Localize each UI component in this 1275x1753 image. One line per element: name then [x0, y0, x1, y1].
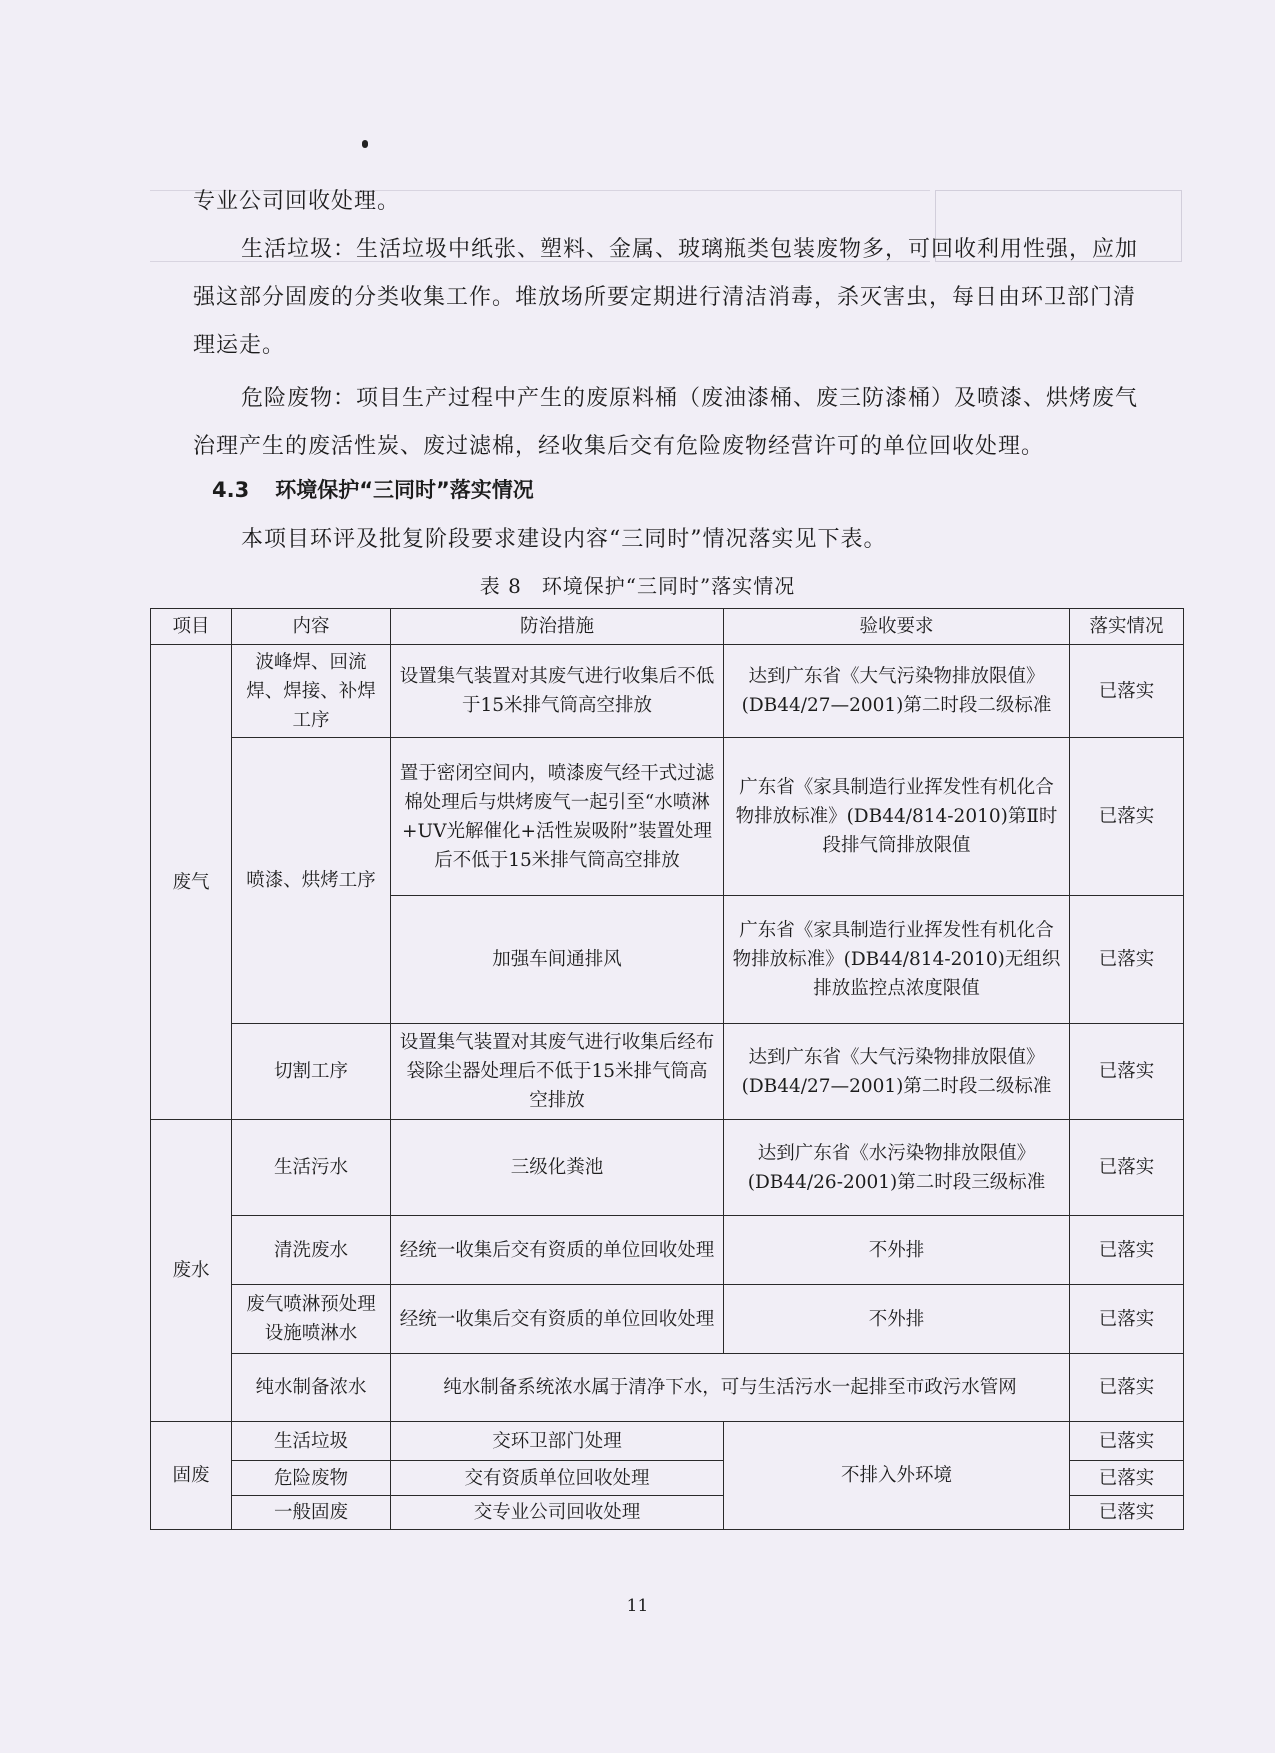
intro-line: 专业公司回收处理。 [193, 189, 401, 214]
table-row [151, 1216, 1184, 1285]
measure-cell: 经统一收集后交有资质的单位回收处理 [391, 1216, 724, 1285]
header-cell: 落实情况 [1070, 609, 1184, 645]
table-row [151, 1354, 1184, 1422]
measure-cell: 设置集气装置对其废气进行收集后经布袋除尘器处理后不低于15米排气筒高空排放 [391, 1024, 724, 1120]
status-cell: 已落实 [1070, 1354, 1184, 1422]
measure-cell: 置于密闭空间内，喷漆废气经干式过滤棉处理后与烘烤废气一起引至“水喷淋+UV光解催化+活性炭吸附”装置处理后不低于15米排气筒高空排放 [391, 738, 724, 896]
scan-speck [362, 140, 368, 148]
measure-cell: 设置集气装置对其废气进行收集后不低于15米排气筒高空排放 [391, 645, 724, 738]
status-cell: 已落实 [1070, 1024, 1184, 1120]
status-cell: 已落实 [1070, 1216, 1184, 1285]
header-cell: 验收要求 [724, 609, 1070, 645]
measure-cell: 交环卫部门处理 [391, 1422, 724, 1461]
status-cell: 已落实 [1070, 738, 1184, 896]
table-caption-title: 环境保护“三同时”落实情况 [541, 574, 796, 598]
paragraph-hazardous-waste: 危险废物：项目生产过程中产生的废原料桶（废油漆桶、废三防漆桶）及喷漆、烘烤废气治理产生的废活性炭、废过滤棉，经收集后交有危险废物经营许可的单位回收处理。 [193, 386, 1139, 459]
status-cell: 已落实 [1070, 645, 1184, 738]
content-cell: 生活垃圾 [232, 1422, 391, 1461]
table-caption [0, 570, 1275, 599]
measure-cell: 加强车间通排风 [391, 896, 724, 1024]
status-cell: 已落实 [1070, 1496, 1184, 1530]
table-row [151, 645, 1184, 738]
measure-cell: 纯水制备系统浓水属于清净下水，可与生活污水一起排至市政污水管网 [391, 1354, 1070, 1422]
content-cell: 清洗废水 [232, 1216, 391, 1285]
measure-cell: 三级化粪池 [391, 1120, 724, 1216]
measure-cell: 经统一收集后交有资质的单位回收处理 [391, 1285, 724, 1354]
section-number: 4.3 [212, 478, 250, 502]
requirement-cell: 广东省《家具制造行业挥发性有机化合物排放标准》(DB44/814-2010)第Ⅱ时段排气筒排放限值 [724, 738, 1070, 896]
section-intro: 本项目环评及批复阶段要求建设内容“三同时”情况落实见下表。 [241, 527, 887, 552]
header-cell: 防治措施 [391, 609, 724, 645]
table-row [151, 738, 1184, 896]
requirement-cell: 不外排 [724, 1285, 1070, 1354]
header-cell: 项目 [151, 609, 232, 645]
requirement-cell: 不排入外环境 [724, 1422, 1070, 1530]
measure-cell: 交专业公司回收处理 [391, 1496, 724, 1530]
requirement-cell: 达到广东省《大气污染物排放限值》(DB44/27—2001)第二时段二级标准 [724, 645, 1070, 738]
table-row [151, 1285, 1184, 1354]
table-header-row [151, 609, 1184, 645]
content-cell: 危险废物 [232, 1461, 391, 1496]
table-row [151, 1422, 1184, 1461]
page-number: 11 [626, 1596, 649, 1616]
status-cell: 已落实 [1070, 1461, 1184, 1496]
section-heading [212, 474, 534, 504]
paragraph-domestic-waste: 生活垃圾：生活垃圾中纸张、塑料、金属、玻璃瓶类包装废物多，可回收利用性强，应加强这部分固废的分类收集工作。堆放场所要定期进行清洁消毒，杀灭害虫，每日由环卫部门清理运走。 [193, 237, 1139, 358]
content-cell: 喷漆、烘烤工序 [232, 738, 391, 1024]
content-cell: 切割工序 [232, 1024, 391, 1120]
status-cell: 已落实 [1070, 896, 1184, 1024]
status-cell: 已落实 [1070, 1422, 1184, 1461]
section-title: 环境保护“三同时”落实情况 [275, 478, 534, 502]
requirement-cell: 达到广东省《大气污染物排放限值》(DB44/27—2001)第二时段二级标准 [724, 1024, 1070, 1120]
status-cell: 已落实 [1070, 1120, 1184, 1216]
measure-cell: 交有资质单位回收处理 [391, 1461, 724, 1496]
content-cell: 一般固废 [232, 1496, 391, 1530]
category-cell-gas: 废气 [151, 645, 232, 1120]
requirement-cell: 达到广东省《水污染物排放限值》(DB44/26-2001)第二时段三级标准 [724, 1120, 1070, 1216]
requirement-cell: 不外排 [724, 1216, 1070, 1285]
content-cell: 纯水制备浓水 [232, 1354, 391, 1422]
content-cell: 废气喷淋预处理设施喷淋水 [232, 1285, 391, 1354]
table-caption-number: 表 8 [479, 574, 522, 598]
table-row [151, 1120, 1184, 1216]
content-cell: 生活污水 [232, 1120, 391, 1216]
category-cell-water: 废水 [151, 1120, 232, 1422]
table-row [151, 1024, 1184, 1120]
requirement-cell: 广东省《家具制造行业挥发性有机化合物排放标准》(DB44/814-2010)无组织排放监控点浓度限值 [724, 896, 1070, 1024]
header-cell: 内容 [232, 609, 391, 645]
category-cell-solid: 固废 [151, 1422, 232, 1530]
status-cell: 已落实 [1070, 1285, 1184, 1354]
content-cell: 波峰焊、回流焊、焊接、补焊工序 [232, 645, 391, 738]
three-simultaneous-table [150, 608, 1184, 1530]
